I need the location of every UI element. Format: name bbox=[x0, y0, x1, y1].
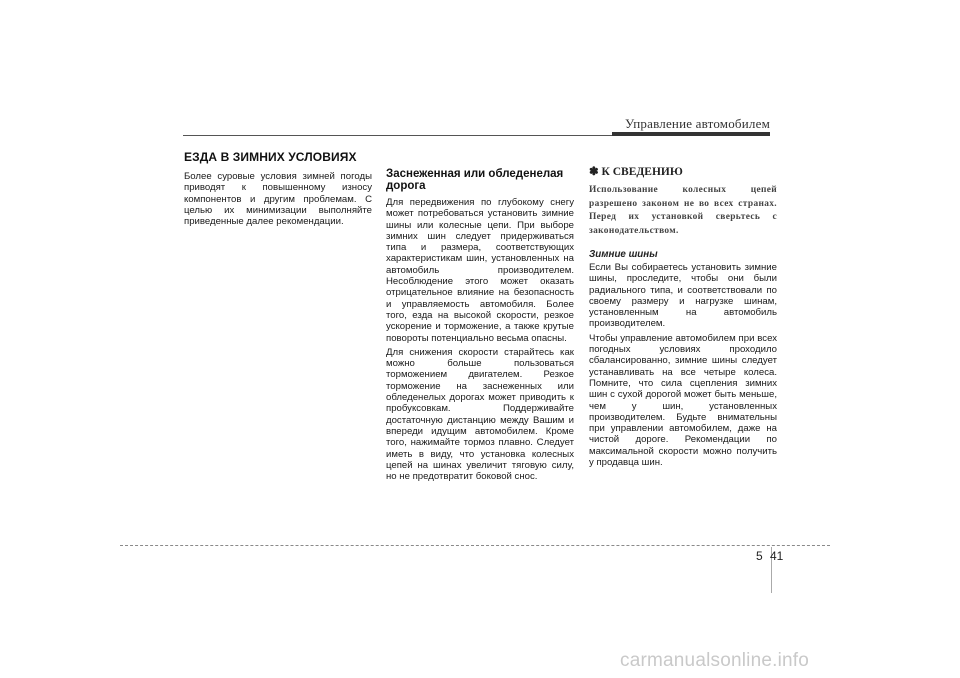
header-rule-accent bbox=[612, 132, 770, 136]
running-header: Управление автомобилем bbox=[625, 116, 770, 131]
info-text: Использование колесных цепей разрешено законом не во всех странах. Перед их установкой сверьтесь с законодательством. bbox=[589, 185, 777, 236]
page-number: 5 41 bbox=[756, 549, 784, 563]
winter-tires-paragraph-2: Чтобы управление автомобилем при всех погодных условиях проходило сбалансированно, зимние шины следует устанавливать на все четыре колеса. Помните, что сила сцепления зимних шин с сухой дорогой может быть меньше, чем у шин, установленных производителем. Будьте внимательны при управлении автомобилем, даже на чистой дороге. Рекомендации по максимальной скорости можно получить у продавца шин. bbox=[589, 332, 777, 469]
right-column bbox=[589, 150, 777, 471]
section-title: ЕЗДА В ЗИМНИХ УСЛОВИЯХ bbox=[184, 150, 357, 164]
winter-tires-subtitle: Зимние шины bbox=[589, 249, 658, 260]
snowy-road-paragraph-2: Для снижения скорости старайтесь как можно больше пользоваться торможением двигателем. Резкое торможение на заснеженных или обледенелых дорогах может приводить к пробуксовкам. Поддерживайте достаточную дистанцию между Вашим и впереди идущим автомобилем. Кроме того, нажимайте тормоз плавно. Следует иметь в виду, что установка колесных цепей на шинах увеличит тяговую силу, но не предотвратит боковой снос. bbox=[386, 346, 574, 483]
snowy-road-paragraph-1: Для передвижения по глубокому снегу может потребоваться установить зимние шины или колесные цепи. При выборе зимних шин следует придерживаться типа и размера, соответствующих характеристикам шин, установленных на автомобиль производителем. Несоблюдение этого может оказать отрицательное влияние на безопасность и управляемость автомобиля. Более того, езда на высокой скорости, резкое ускорение и торможение, а также крутые повороты потенциально весьма опасны. bbox=[386, 197, 574, 344]
winter-tires-paragraph-1: Если Вы собираетесь установить зимние шины, проследите, чтобы они были радиального типа, и соответствовали по своему размеру и нагрузке шинам, установленным на автомобиль производителем. bbox=[589, 262, 777, 330]
left-column bbox=[184, 150, 372, 230]
footer-rule bbox=[120, 545, 830, 546]
watermark: carmanualsonline.info bbox=[620, 650, 810, 671]
middle-column bbox=[386, 150, 574, 485]
intro-paragraph: Более суровые условия зимней погоды приводят к повышенному износу компонентов и другим проблемам. С целью их минимизации выполняйте приведенные далее рекомендации. bbox=[184, 171, 372, 228]
info-title: ✽ К СВЕДЕНИЮ bbox=[589, 166, 683, 178]
snowy-road-subtitle: Заснеженная или обледенелая дорога bbox=[386, 168, 564, 192]
